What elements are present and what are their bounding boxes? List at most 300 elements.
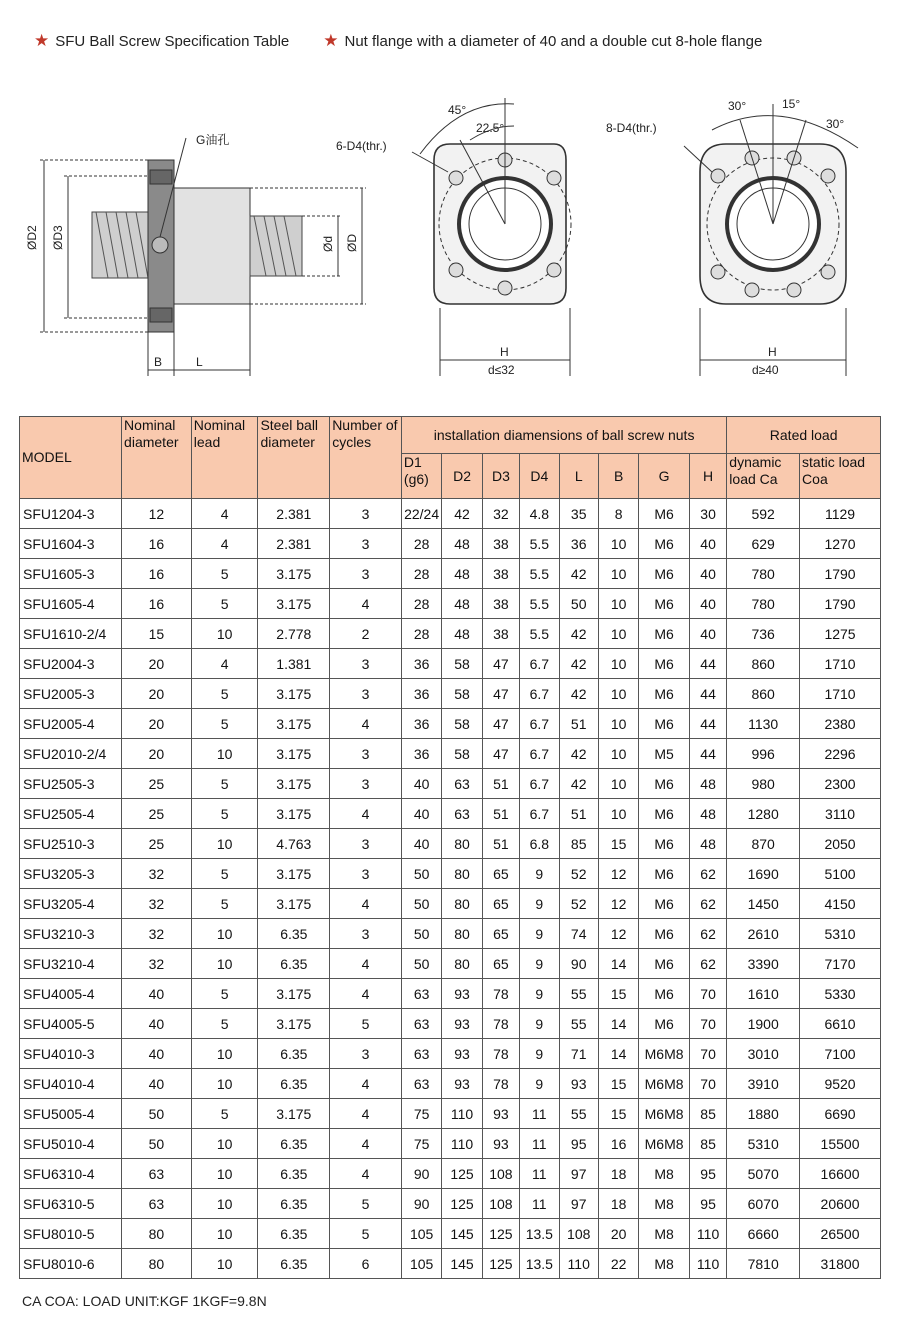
table-cell: 3.175 xyxy=(258,859,330,889)
table-cell: 10 xyxy=(191,1219,258,1249)
table-cell: 3910 xyxy=(727,1069,800,1099)
model-cell: SFU2505-4 xyxy=(20,799,122,829)
col-header-h: H xyxy=(689,454,726,499)
table-cell: 10 xyxy=(191,739,258,769)
table-cell: 9 xyxy=(520,979,559,1009)
table-cell: 44 xyxy=(689,649,726,679)
table-cell: 25 xyxy=(122,769,192,799)
table-cell: M6 xyxy=(639,829,690,859)
table-cell: 5310 xyxy=(727,1129,800,1159)
table-cell: 14 xyxy=(598,1039,638,1069)
table-cell: 63 xyxy=(401,1039,441,1069)
table-cell: 5 xyxy=(191,559,258,589)
table-cell: 10 xyxy=(191,1249,258,1279)
table-cell: M6 xyxy=(639,649,690,679)
table-cell: 51 xyxy=(482,829,519,859)
table-cell: 12 xyxy=(122,499,192,529)
table-cell: 3.175 xyxy=(258,589,330,619)
table-cell: 592 xyxy=(727,499,800,529)
table-cell: M6 xyxy=(639,889,690,919)
table-cell: 145 xyxy=(442,1219,482,1249)
table-cell: 980 xyxy=(727,769,800,799)
table-cell: 3 xyxy=(330,829,402,859)
table-cell: 38 xyxy=(482,589,519,619)
table-cell: 2.778 xyxy=(258,619,330,649)
model-cell: SFU3210-4 xyxy=(20,949,122,979)
table-cell: 20 xyxy=(122,649,192,679)
table-cell: 40 xyxy=(122,979,192,1009)
table-cell: 40 xyxy=(122,1009,192,1039)
table-cell: 2.381 xyxy=(258,499,330,529)
table-row xyxy=(20,769,881,799)
table-cell: 5070 xyxy=(727,1159,800,1189)
table-cell: 3.175 xyxy=(258,559,330,589)
table-cell: 5 xyxy=(191,709,258,739)
model-cell: SFU4005-5 xyxy=(20,1009,122,1039)
table-cell: M6 xyxy=(639,859,690,889)
table-cell: 50 xyxy=(401,949,441,979)
table-cell: 125 xyxy=(482,1249,519,1279)
header-item-flange xyxy=(323,28,762,54)
table-cell: 62 xyxy=(689,949,726,979)
col-header-static-load: static load Coa xyxy=(800,454,881,499)
model-cell: SFU3205-3 xyxy=(20,859,122,889)
table-cell: 80 xyxy=(122,1219,192,1249)
model-cell: SFU1204-3 xyxy=(20,499,122,529)
table-cell: 1275 xyxy=(800,619,881,649)
table-cell: 2.381 xyxy=(258,529,330,559)
table-cell: 52 xyxy=(559,859,598,889)
table-cell: 4 xyxy=(330,1129,402,1159)
table-row xyxy=(20,619,881,649)
table-cell: 3.175 xyxy=(258,1099,330,1129)
table-cell: 12 xyxy=(598,919,638,949)
table-cell: 48 xyxy=(442,619,482,649)
table-row xyxy=(20,1009,881,1039)
table-cell: 10 xyxy=(191,829,258,859)
table-cell: 50 xyxy=(122,1099,192,1129)
table-cell: 44 xyxy=(689,709,726,739)
table-cell: 50 xyxy=(559,589,598,619)
table-cell: M8 xyxy=(639,1249,690,1279)
table-cell: 40 xyxy=(122,1039,192,1069)
table-cell: 6.35 xyxy=(258,1069,330,1099)
table-cell: 1710 xyxy=(800,649,881,679)
model-cell: SFU8010-5 xyxy=(20,1219,122,1249)
table-cell: 10 xyxy=(598,709,638,739)
table-cell: 28 xyxy=(401,619,441,649)
table-cell: 20600 xyxy=(800,1189,881,1219)
table-cell: 40 xyxy=(689,619,726,649)
table-cell: 28 xyxy=(401,589,441,619)
table-cell: 5 xyxy=(191,859,258,889)
table-cell: 55 xyxy=(559,1099,598,1129)
col-group-rated-load: Rated load xyxy=(727,417,881,454)
table-cell: 110 xyxy=(689,1219,726,1249)
table-cell: 9 xyxy=(520,1039,559,1069)
table-cell: 860 xyxy=(727,679,800,709)
table-cell: 48 xyxy=(689,799,726,829)
table-cell: 93 xyxy=(442,1039,482,1069)
table-cell: 4 xyxy=(330,1069,402,1099)
angle-45-label: 45° xyxy=(448,103,467,117)
table-cell: 97 xyxy=(559,1189,598,1219)
table-row xyxy=(20,1219,881,1249)
table-cell: 51 xyxy=(482,769,519,799)
table-cell: M6 xyxy=(639,919,690,949)
table-cell: 6.7 xyxy=(520,649,559,679)
model-cell: SFU1605-3 xyxy=(20,559,122,589)
table-cell: 4 xyxy=(330,1099,402,1129)
table-cell: 5 xyxy=(191,679,258,709)
table-cell: 736 xyxy=(727,619,800,649)
angle-30-right-label: 30° xyxy=(826,117,845,131)
table-row xyxy=(20,1129,881,1159)
table-cell: 6.7 xyxy=(520,769,559,799)
table-cell: 10 xyxy=(191,619,258,649)
table-cell: 5100 xyxy=(800,859,881,889)
table-cell: M6 xyxy=(639,769,690,799)
table-cell: 5 xyxy=(191,799,258,829)
table-cell: 28 xyxy=(401,559,441,589)
table-cell: 11 xyxy=(520,1189,559,1219)
table-cell: 9 xyxy=(520,859,559,889)
table-cell: 40 xyxy=(689,589,726,619)
col-header-d3: D3 xyxy=(482,454,519,499)
model-cell: SFU2005-3 xyxy=(20,679,122,709)
table-cell: 7810 xyxy=(727,1249,800,1279)
table-cell: 1710 xyxy=(800,679,881,709)
table-cell: 32 xyxy=(122,859,192,889)
l-dim-label: L xyxy=(196,355,203,369)
table-row xyxy=(20,529,881,559)
table-cell: 3 xyxy=(330,559,402,589)
table-cell: 58 xyxy=(442,679,482,709)
table-cell: 3390 xyxy=(727,949,800,979)
table-cell: 48 xyxy=(442,529,482,559)
table-cell: 629 xyxy=(727,529,800,559)
b-dim-label: B xyxy=(154,355,163,369)
col-header-b: B xyxy=(598,454,638,499)
table-cell: M6 xyxy=(639,619,690,649)
table-cell: 36 xyxy=(401,709,441,739)
table-cell: 42 xyxy=(559,619,598,649)
table-cell: 108 xyxy=(482,1159,519,1189)
table-cell: 105 xyxy=(401,1249,441,1279)
table-cell: 4 xyxy=(330,979,402,1009)
table-cell: 15500 xyxy=(800,1129,881,1159)
table-cell: 5 xyxy=(330,1189,402,1219)
table-row xyxy=(20,949,881,979)
table-cell: 5 xyxy=(191,589,258,619)
table-cell: 125 xyxy=(482,1219,519,1249)
table-cell: 55 xyxy=(559,979,598,1009)
table-cell: 20 xyxy=(598,1219,638,1249)
table-cell: 10 xyxy=(191,1189,258,1219)
table-cell: 70 xyxy=(689,1069,726,1099)
table-cell: 93 xyxy=(442,1009,482,1039)
table-cell: 2296 xyxy=(800,739,881,769)
table-cell: 90 xyxy=(401,1159,441,1189)
table-row xyxy=(20,1099,881,1129)
table-cell: 870 xyxy=(727,829,800,859)
table-cell: 9 xyxy=(520,1009,559,1039)
table-row xyxy=(20,709,881,739)
table-cell: 42 xyxy=(559,769,598,799)
table-cell: 32 xyxy=(122,949,192,979)
table-cell: 6690 xyxy=(800,1099,881,1129)
table-cell: 3.175 xyxy=(258,799,330,829)
table-cell: 51 xyxy=(559,799,598,829)
model-cell: SFU4005-4 xyxy=(20,979,122,1009)
table-cell: 47 xyxy=(482,709,519,739)
table-cell: 4 xyxy=(330,589,402,619)
table-cell: 22 xyxy=(598,1249,638,1279)
table-cell: 10 xyxy=(191,1129,258,1159)
table-cell: 4.8 xyxy=(520,499,559,529)
table-cell: 20 xyxy=(122,709,192,739)
table-cell: 40 xyxy=(401,799,441,829)
table-row xyxy=(20,919,881,949)
table-cell: M5 xyxy=(639,739,690,769)
table-cell: 6.35 xyxy=(258,1219,330,1249)
table-cell: 44 xyxy=(689,739,726,769)
table-cell: 70 xyxy=(689,1039,726,1069)
table-cell: 9 xyxy=(520,919,559,949)
table-cell: 10 xyxy=(598,769,638,799)
table-cell: 10 xyxy=(598,529,638,559)
table-cell: 65 xyxy=(482,949,519,979)
angle-30-left-label: 30° xyxy=(728,99,747,113)
table-cell: 780 xyxy=(727,559,800,589)
table-cell: 52 xyxy=(559,889,598,919)
table-cell: 3 xyxy=(330,919,402,949)
table-cell: 3.175 xyxy=(258,739,330,769)
table-cell: 3.175 xyxy=(258,889,330,919)
col-header-nominal-lead: Nominal lead xyxy=(191,417,258,499)
table-cell: 42 xyxy=(559,649,598,679)
table-cell: 85 xyxy=(689,1099,726,1129)
table-cell: 25 xyxy=(122,799,192,829)
table-cell: 50 xyxy=(122,1129,192,1159)
table-cell: 6610 xyxy=(800,1009,881,1039)
table-cell: 3 xyxy=(330,1039,402,1069)
table-cell: 6.7 xyxy=(520,739,559,769)
table-cell: 1129 xyxy=(800,499,881,529)
table-cell: 6.35 xyxy=(258,1189,330,1219)
table-cell: M6M8 xyxy=(639,1039,690,1069)
table-cell: 12 xyxy=(598,889,638,919)
model-cell: SFU2004-3 xyxy=(20,649,122,679)
table-cell: 62 xyxy=(689,859,726,889)
cond-small-label: d≤32 xyxy=(488,363,515,377)
table-cell: 5 xyxy=(191,979,258,1009)
table-cell: 74 xyxy=(559,919,598,949)
table-cell: 32 xyxy=(122,919,192,949)
table-cell: 3.175 xyxy=(258,1009,330,1039)
table-row xyxy=(20,679,881,709)
table-cell: 25 xyxy=(122,829,192,859)
table-cell: 48 xyxy=(689,769,726,799)
angle-15-label: 15° xyxy=(782,97,801,111)
table-cell: 4 xyxy=(330,889,402,919)
col-header-steel-ball: Steel ball diameter xyxy=(258,417,330,499)
table-cell: 9520 xyxy=(800,1069,881,1099)
table-cell: 13.5 xyxy=(520,1219,559,1249)
table-cell: 996 xyxy=(727,739,800,769)
table-cell: 18 xyxy=(598,1159,638,1189)
col-group-installation: installation diamensions of ball screw nuts xyxy=(401,417,726,454)
table-cell: 58 xyxy=(442,649,482,679)
table-cell: 44 xyxy=(689,679,726,709)
table-cell: 47 xyxy=(482,739,519,769)
table-cell: M6 xyxy=(639,1009,690,1039)
table-cell: 78 xyxy=(482,1039,519,1069)
model-cell: SFU3205-4 xyxy=(20,889,122,919)
table-cell: 10 xyxy=(191,1159,258,1189)
table-cell: 14 xyxy=(598,1009,638,1039)
table-cell: 38 xyxy=(482,619,519,649)
table-cell: 10 xyxy=(598,559,638,589)
table-cell: 40 xyxy=(689,529,726,559)
table-cell: 40 xyxy=(689,559,726,589)
col-header-l: L xyxy=(559,454,598,499)
table-cell: 3010 xyxy=(727,1039,800,1069)
table-cell: 16 xyxy=(598,1129,638,1159)
header-subtitle: Nut flange with a diameter of 40 and a double cut 8-hole flange xyxy=(344,32,763,50)
table-cell: 58 xyxy=(442,739,482,769)
table-cell: 10 xyxy=(191,919,258,949)
table-cell: 9 xyxy=(520,889,559,919)
table-cell: M6 xyxy=(639,709,690,739)
header xyxy=(34,28,880,54)
table-cell: 6070 xyxy=(727,1189,800,1219)
table-cell: 95 xyxy=(689,1189,726,1219)
d3-label: ØD3 xyxy=(51,225,65,250)
angle-22-label: 22.5° xyxy=(476,121,505,135)
table-cell: 108 xyxy=(559,1219,598,1249)
table-cell: 5.5 xyxy=(520,559,559,589)
table-cell: 2300 xyxy=(800,769,881,799)
table-cell: 4 xyxy=(330,949,402,979)
table-cell: 9 xyxy=(520,1069,559,1099)
table-cell: 4 xyxy=(330,1159,402,1189)
col-header-d2: D2 xyxy=(442,454,482,499)
table-cell: 32 xyxy=(122,889,192,919)
table-cell: 40 xyxy=(122,1069,192,1099)
table-row xyxy=(20,1189,881,1219)
table-cell: 6.7 xyxy=(520,799,559,829)
table-cell: 6660 xyxy=(727,1219,800,1249)
drawing-canvas xyxy=(0,80,900,400)
table-cell: 2 xyxy=(330,619,402,649)
h-large-label: H xyxy=(768,345,777,359)
star-icon: ★ xyxy=(34,31,50,50)
table-cell: 5.5 xyxy=(520,589,559,619)
table-cell: 15 xyxy=(122,619,192,649)
table-cell: 1.381 xyxy=(258,649,330,679)
table-cell: 93 xyxy=(442,1069,482,1099)
table-cell: M8 xyxy=(639,1219,690,1249)
table-cell: M8 xyxy=(639,1159,690,1189)
table-cell: 40 xyxy=(401,829,441,859)
table-cell: 5 xyxy=(330,1009,402,1039)
table-row xyxy=(20,1039,881,1069)
table-cell: 3.175 xyxy=(258,979,330,1009)
table-cell: 6.7 xyxy=(520,709,559,739)
table-cell: 1450 xyxy=(727,889,800,919)
table-cell: 5 xyxy=(191,889,258,919)
table-cell: 10 xyxy=(598,619,638,649)
table-cell: 105 xyxy=(401,1219,441,1249)
table-row xyxy=(20,799,881,829)
table-cell: 11 xyxy=(520,1159,559,1189)
table-cell: 97 xyxy=(559,1159,598,1189)
col-header-d1: D1 (g6) xyxy=(401,454,441,499)
table-cell: 31800 xyxy=(800,1249,881,1279)
table-cell: 125 xyxy=(442,1189,482,1219)
table-cell: 10 xyxy=(598,799,638,829)
table-cell: 42 xyxy=(559,739,598,769)
table-row xyxy=(20,979,881,1009)
table-cell: 71 xyxy=(559,1039,598,1069)
h-small-label: H xyxy=(500,345,509,359)
table-cell: 3 xyxy=(330,649,402,679)
table-cell: 10 xyxy=(191,1069,258,1099)
table-cell: 18 xyxy=(598,1189,638,1219)
table-cell: 90 xyxy=(401,1189,441,1219)
table-cell: 11 xyxy=(520,1099,559,1129)
table-cell: 63 xyxy=(122,1189,192,1219)
model-cell: SFU2010-2/4 xyxy=(20,739,122,769)
table-cell: M6 xyxy=(639,589,690,619)
table-cell: 15 xyxy=(598,829,638,859)
table-cell: 2380 xyxy=(800,709,881,739)
table-cell: 9 xyxy=(520,949,559,979)
table-cell: M6 xyxy=(639,679,690,709)
table-cell: 110 xyxy=(442,1129,482,1159)
table-cell: 80 xyxy=(442,919,482,949)
col-header-g: G xyxy=(639,454,690,499)
table-cell: 10 xyxy=(598,679,638,709)
load-unit-footnote: CA COA: LOAD UNIT:KGF 1KGF=9.8N xyxy=(22,1293,267,1309)
table-cell: 6.35 xyxy=(258,1039,330,1069)
table-cell: 62 xyxy=(689,919,726,949)
holes-8-label: 8-D4(thr.) xyxy=(606,121,657,135)
col-header-nominal-diameter: Nominal diameter xyxy=(122,417,192,499)
table-cell: 11 xyxy=(520,1129,559,1159)
table-cell: M6 xyxy=(639,499,690,529)
table-cell: 110 xyxy=(689,1249,726,1279)
table-cell: 63 xyxy=(401,979,441,1009)
table-row xyxy=(20,1249,881,1279)
table-cell: 78 xyxy=(482,979,519,1009)
table-cell: 36 xyxy=(559,529,598,559)
table-cell: 93 xyxy=(482,1129,519,1159)
table-cell: M6M8 xyxy=(639,1129,690,1159)
table-cell: 145 xyxy=(442,1249,482,1279)
table-cell: 47 xyxy=(482,679,519,709)
table-cell: 4 xyxy=(191,499,258,529)
table-cell: 95 xyxy=(689,1159,726,1189)
col-header-model: MODEL xyxy=(20,417,122,499)
table-cell: 70 xyxy=(689,1009,726,1039)
table-cell: 26500 xyxy=(800,1219,881,1249)
table-cell: 80 xyxy=(442,889,482,919)
star-icon: ★ xyxy=(323,31,339,50)
table-cell: 93 xyxy=(559,1069,598,1099)
model-cell: SFU5010-4 xyxy=(20,1129,122,1159)
